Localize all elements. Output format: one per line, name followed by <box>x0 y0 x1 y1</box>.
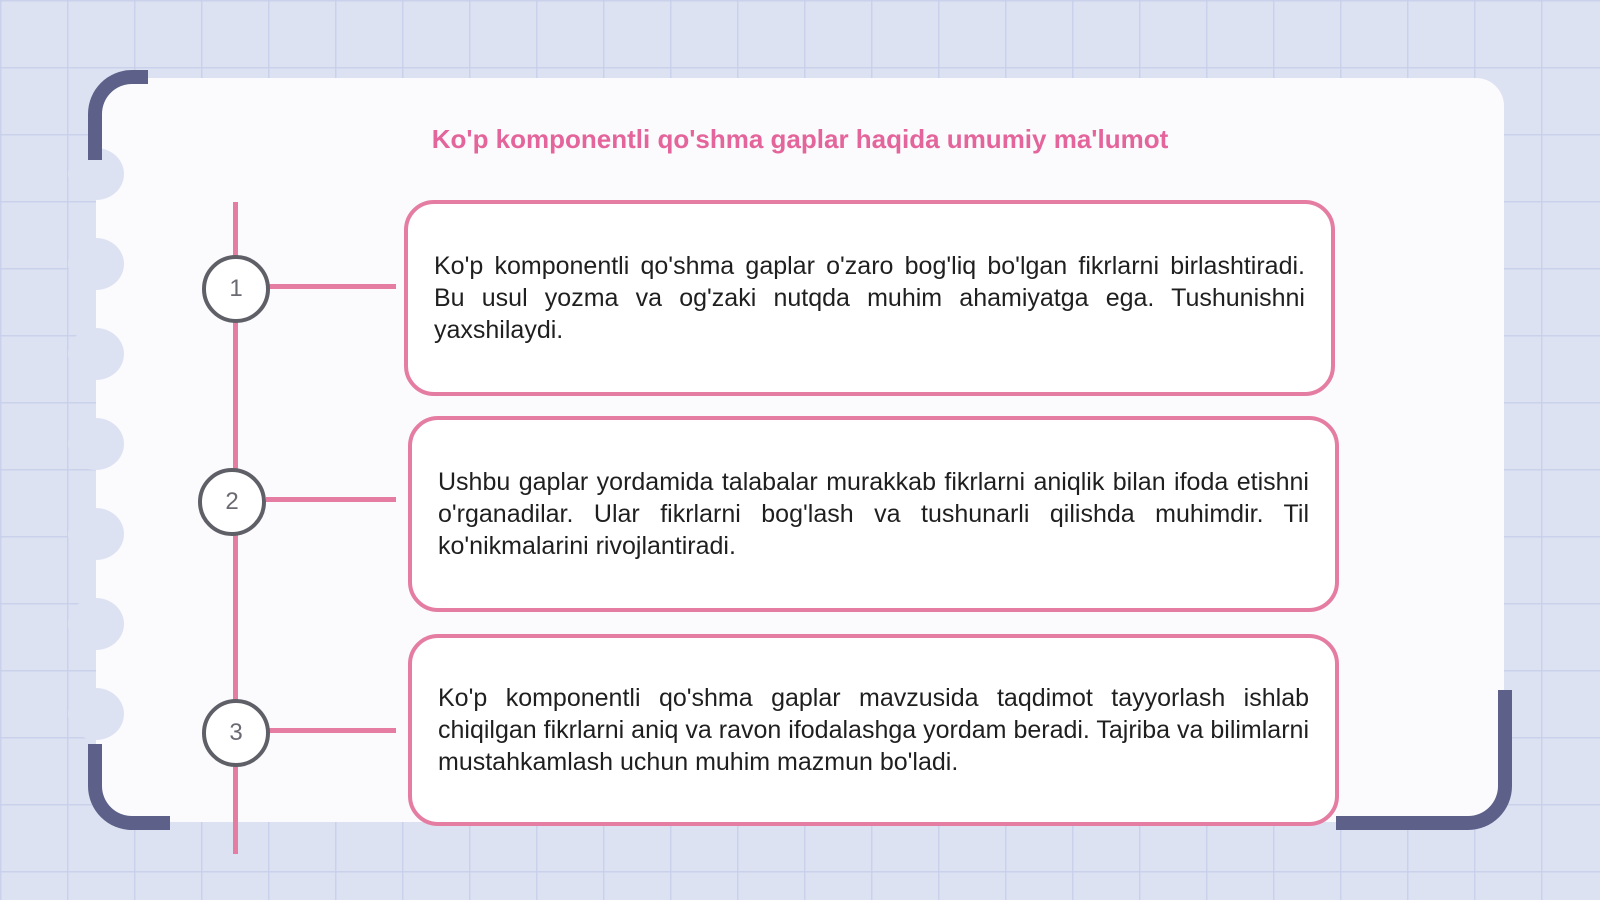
frame-corner-bottom-right <box>1336 690 1512 830</box>
punch-hole <box>68 508 124 560</box>
timeline-connector-3 <box>266 728 396 733</box>
timeline-connector-1 <box>266 284 396 289</box>
punch-hole <box>68 238 124 290</box>
punch-hole <box>68 328 124 380</box>
timeline-connector-2 <box>266 497 396 502</box>
slide-title: Ko'p komponentli qo'shma gaplar haqida umumiy ma'lumot <box>431 124 1169 154</box>
step-number-2: 2 <box>198 468 266 536</box>
step-text-1: Ko'p komponentli qo'shma gaplar o'zaro bog'liq bo'lgan fikrlarni birlashtiradi. Bu usul yozma va og'zaki nutqda muhim ahamiyatga ega. Tushunishni yaxshilaydi. <box>434 252 1305 344</box>
step-card-1 <box>404 200 1335 396</box>
punch-hole <box>68 688 124 740</box>
step-text-2: Ushbu gaplar yordamida talabalar murakkab fikrlarni aniqlik bilan ifoda etishni o'rganadilar. Ular fikrlarni bog'lash va tushunarli qilishda muhimdir. Til ko'nikmalarini rivojlantiradi. <box>438 468 1309 560</box>
step-card-2 <box>408 416 1339 612</box>
step-card-3 <box>408 634 1339 826</box>
punch-hole <box>68 418 124 470</box>
step-text-3: Ko'p komponentli qo'shma gaplar mavzusida taqdimot tayyorlash ishlab chiqilgan fikrlarni aniq va ravon ifodalashga yordam beradi. Tajriba va bilimlarni mustahkamlash uchun muhim mazmun bo'ladi. <box>438 684 1309 776</box>
step-number-1: 1 <box>202 255 270 323</box>
step-number-3: 3 <box>202 699 270 767</box>
frame-corner-top-left <box>88 70 148 160</box>
frame-corner-bottom-left <box>88 744 170 830</box>
punch-hole <box>68 598 124 650</box>
